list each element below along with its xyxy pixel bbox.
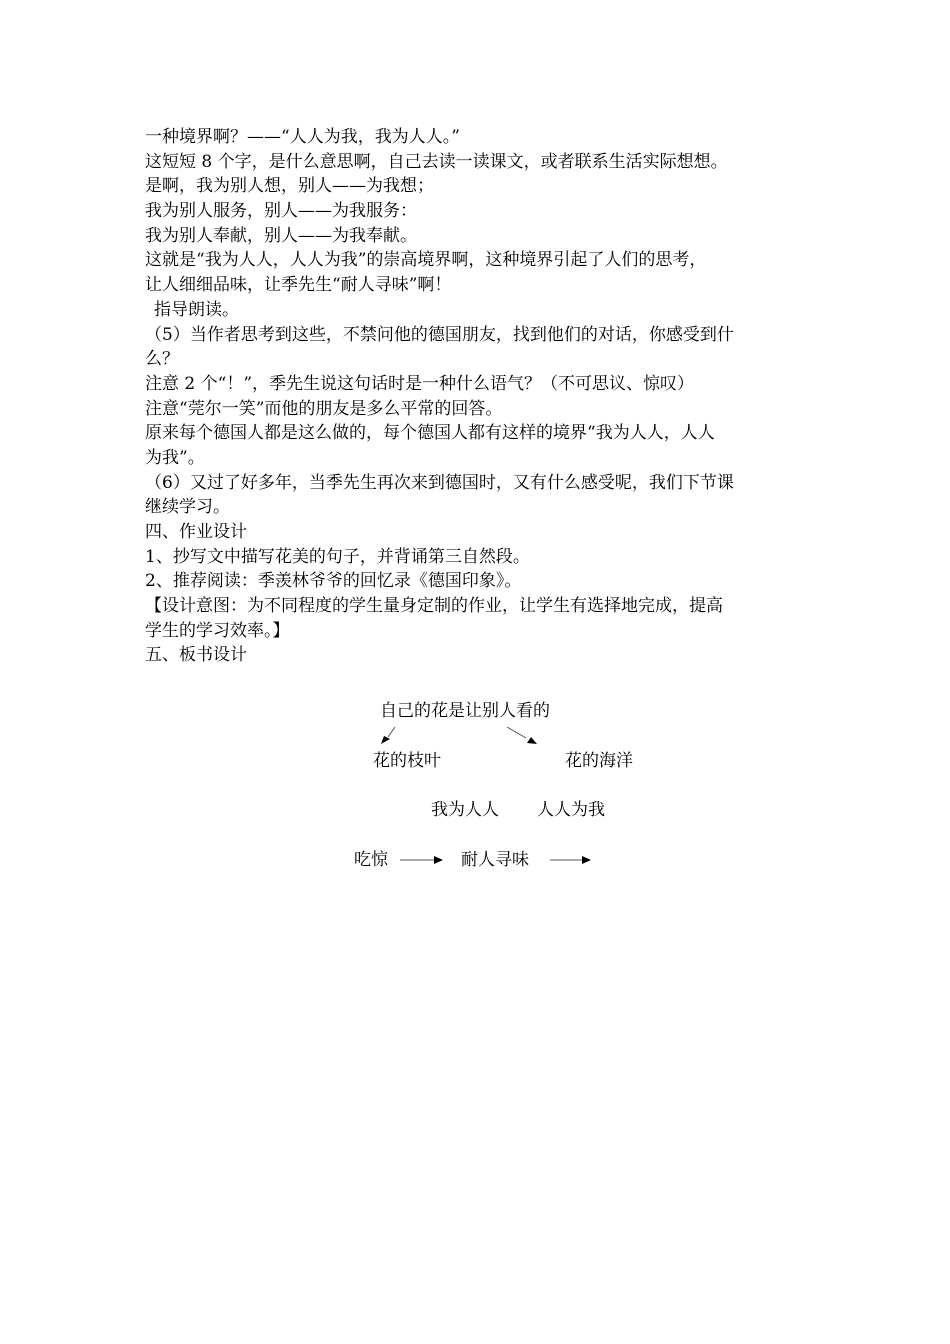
text-line: 一种境界啊？——“人人为我，我为人人。” (145, 127, 460, 147)
text-line: 注意 2 个“！”，季先生说这句话时是一种什么语气？（不可思议、惊叹） (145, 373, 695, 394)
board-right-branch: 花的海洋 (565, 751, 633, 771)
text-line: 我为别人服务，别人——为我服务： (145, 201, 417, 222)
lesson-text (145, 125, 810, 668)
text-line: 注意“莞尔一笑”而他的朋友是多么平常的回答。 (145, 398, 503, 419)
text-line: 1、抄写文中描写花美的句子，并背诵第三自然段。 (145, 546, 530, 567)
board-flow-start: 吃惊 (354, 850, 388, 870)
board-pair-right: 人人为我 (537, 800, 605, 820)
text-line: 让人细细品味，让季先生“耐人寻味”啊！ (145, 275, 452, 296)
arrow-to-right-branch-icon (507, 727, 537, 744)
text-line: 指导朗读。 (154, 299, 239, 320)
text-line: 【设计意图：为不同程度的学生量身定制的作业，让学生有选择地完成，提高 (145, 596, 723, 617)
text-line: （5）当作者思考到这些，不禁问他的德国朋友，找到他们的对话，你感受到什 (145, 324, 734, 345)
board-left-branch: 花的枝叶 (373, 751, 441, 771)
arrow-to-left-branch-icon (381, 727, 395, 744)
text-line: 继续学习。 (145, 497, 230, 518)
board-flow-middle: 耐人寻味 (461, 850, 529, 870)
text-line: 这短短 8 个字，是什么意思啊，自己去读一读课文，或者联系生活实际想想。 (145, 151, 728, 172)
arrow-to-middle-icon (400, 856, 443, 864)
arrow-after-middle-icon (550, 856, 591, 864)
section-heading: 四、作业设计 (145, 522, 247, 542)
text-line: 2、推荐阅读：季羡林爷爷的回忆录《德国印象》。 (145, 571, 522, 592)
text-line: （6）又过了好多年，当季先生再次来到德国时，又有什么感受呢，我们下节课 (145, 472, 734, 493)
text-line: 原来每个德国人都是这么做的，每个德国人都有这样的境界“我为人人，人人 (145, 423, 715, 444)
section-heading: 五、板书设计 (145, 645, 247, 666)
text-line: 是啊，我为别人想，别人——为我想； (145, 176, 434, 197)
text-line: 我为别人奉献，别人——为我奉献。 (145, 225, 417, 246)
text-line: 学生的学习效率。】 (145, 620, 290, 641)
board-top-text: 自己的花是让别人看的 (380, 701, 550, 721)
text-line: 么？ (145, 349, 179, 370)
text-line: 为我”。 (145, 447, 205, 468)
text-line: 这就是“我为人人，人人为我”的崇高境界啊，这种境界引起了人们的思考， (145, 250, 707, 271)
board-pair-left: 我为人人 (431, 800, 499, 820)
